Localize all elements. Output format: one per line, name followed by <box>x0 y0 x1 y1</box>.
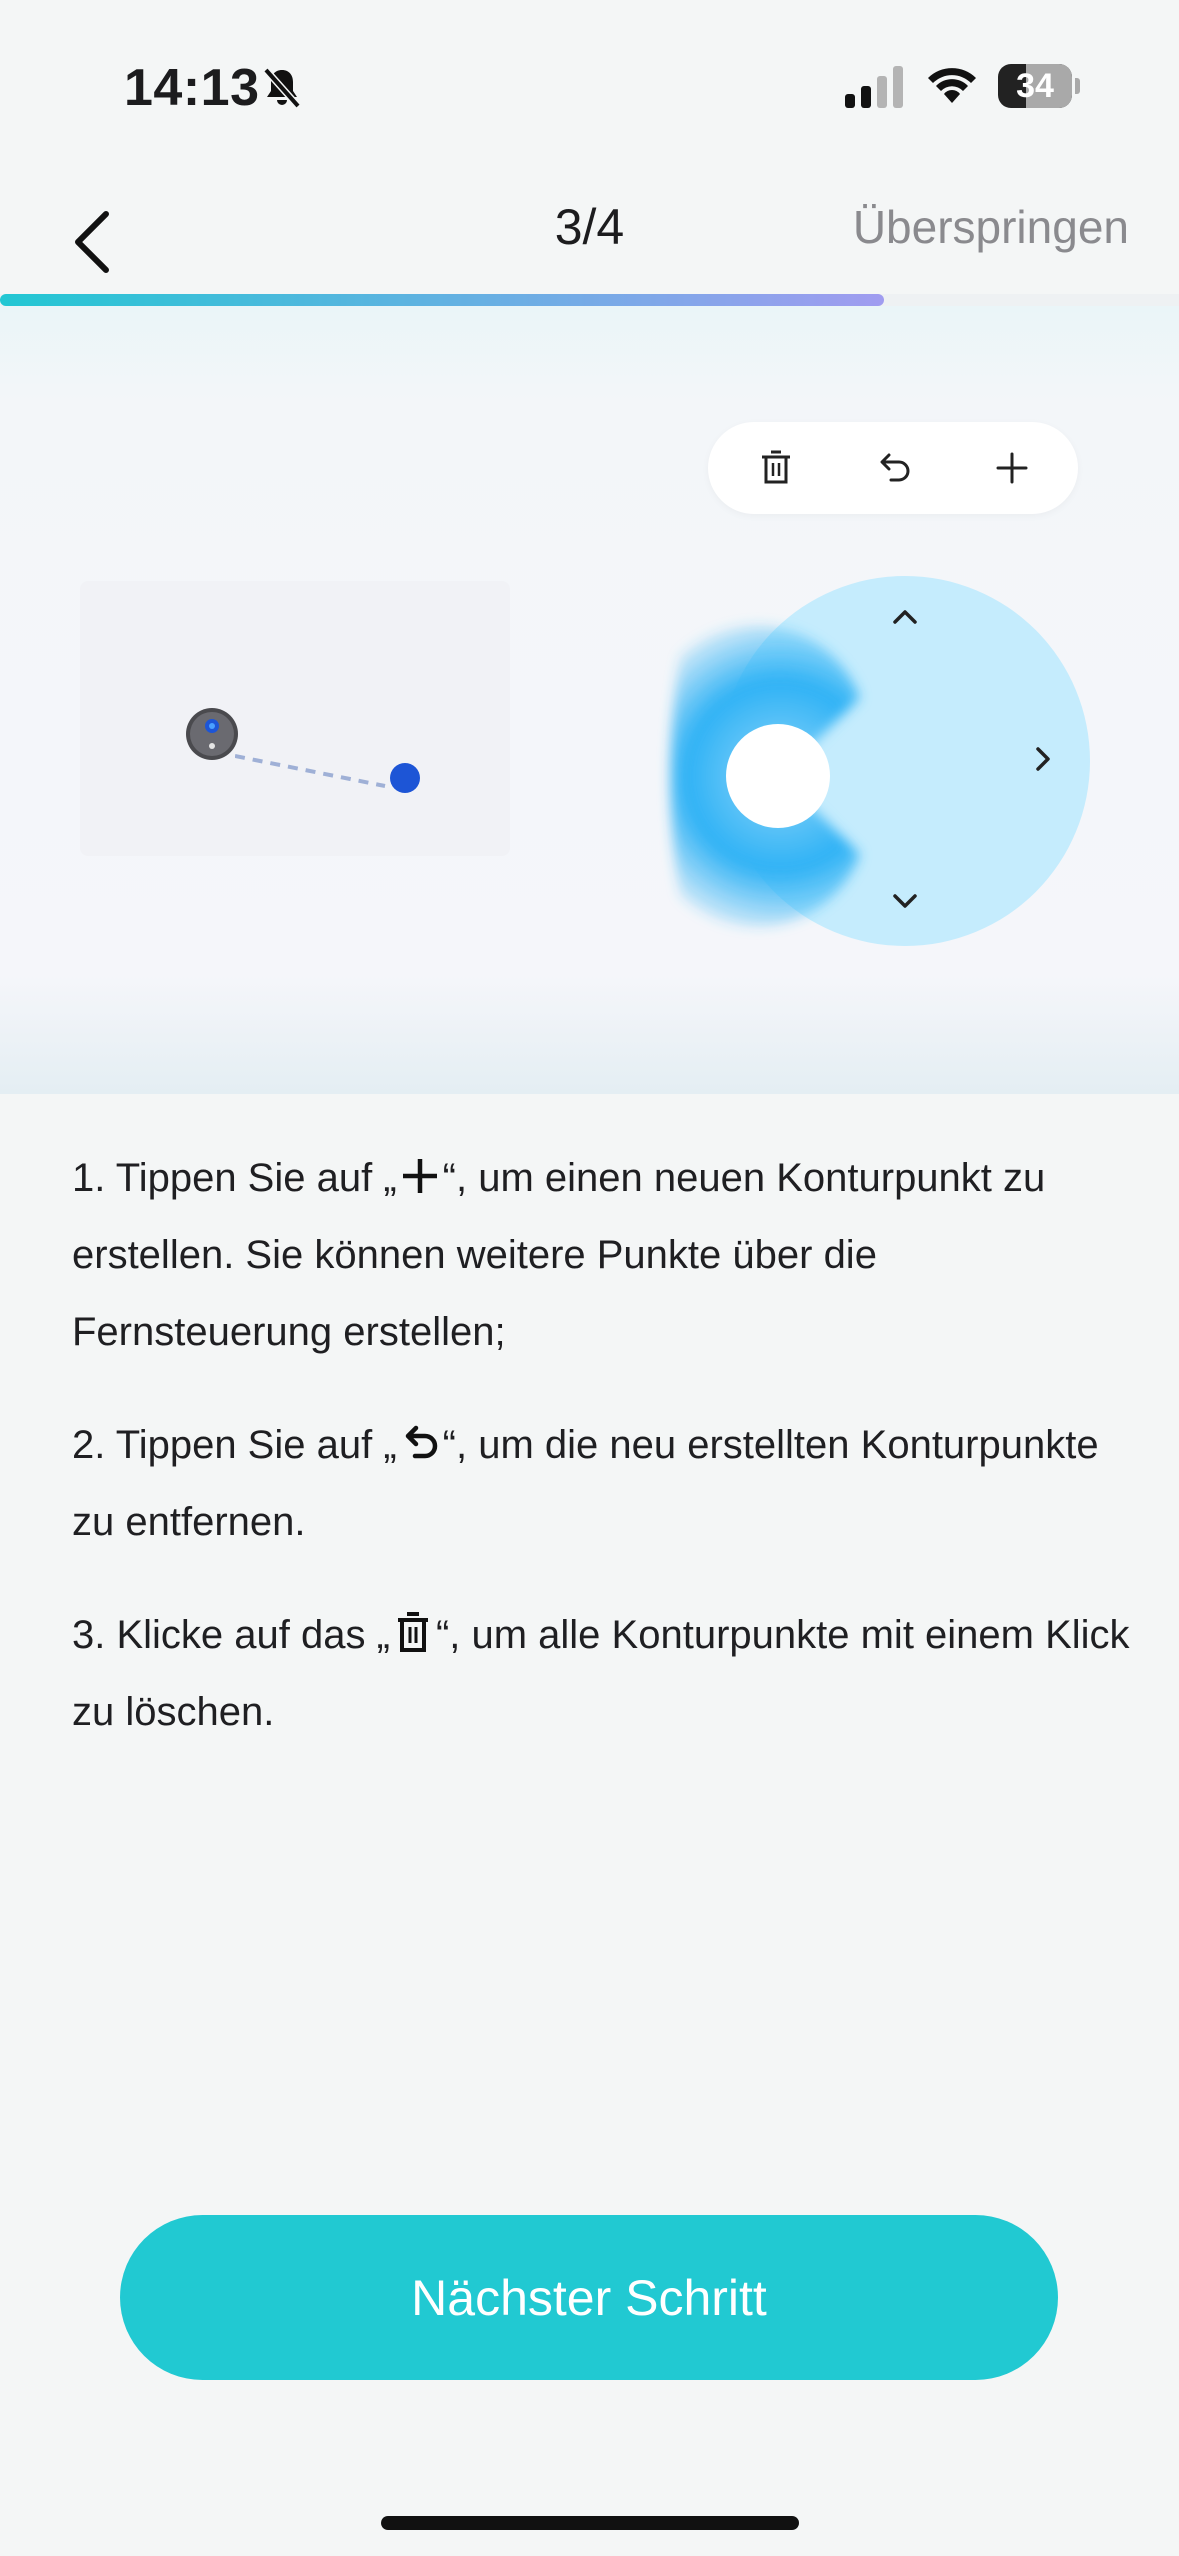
cellular-signal-icon <box>845 66 905 108</box>
step-counter: 3/4 <box>554 199 625 255</box>
instruction-step-3 <box>72 1597 1132 1751</box>
remote-joystick[interactable] <box>650 576 1090 1016</box>
step-1-text-start: 1. Tippen Sie auf „ <box>72 1156 397 1200</box>
plus-icon[interactable] <box>984 440 1040 496</box>
chevron-right-icon[interactable] <box>1022 734 1062 784</box>
instruction-step-2 <box>72 1407 1132 1561</box>
chevron-up-icon[interactable] <box>880 596 930 636</box>
nav-bar <box>0 170 1179 300</box>
joystick-direction-glow <box>650 576 1090 1016</box>
wifi-icon <box>926 64 978 106</box>
step-2-text-end: “, um die neu erstellten Konturpunkte zu entfernen. <box>72 1423 1099 1544</box>
undo-icon <box>397 1420 443 1466</box>
undo-icon[interactable] <box>865 440 921 496</box>
step-2-text-start: 2. Tippen Sie auf „ <box>72 1423 397 1467</box>
bell-muted-icon <box>258 64 306 112</box>
edit-toolbar <box>708 422 1078 514</box>
chevron-down-icon[interactable] <box>880 882 930 922</box>
battery-icon <box>998 64 1080 108</box>
instruction-step-1 <box>72 1140 1132 1371</box>
path-dashed-line <box>235 746 395 796</box>
status-bar <box>0 0 1179 170</box>
instructions <box>72 1140 1132 1787</box>
target-point <box>390 763 420 793</box>
trash-icon <box>390 1610 436 1656</box>
tutorial-illustration <box>0 306 1179 1094</box>
battery-level: 34 <box>1016 67 1054 105</box>
step-3-text-start: 3. Klicke auf das „ <box>72 1613 390 1657</box>
progress-fill <box>0 294 884 306</box>
plus-icon <box>397 1153 443 1199</box>
robot-icon <box>184 706 240 762</box>
status-time: 14:13 <box>124 59 260 117</box>
next-step-button[interactable]: Nächster Schritt <box>120 2215 1058 2380</box>
step-3-text-end: “, um alle Konturpunkte mit einem Klick zu löschen. <box>72 1613 1130 1734</box>
skip-button[interactable]: Überspringen <box>852 201 1129 253</box>
home-indicator <box>381 2516 799 2530</box>
trash-icon[interactable] <box>748 440 804 496</box>
map-preview <box>80 581 510 856</box>
progress-bar <box>0 294 1179 306</box>
step-1-text-end: “, um einen neuen Konturpunkt zu erstellen. Sie können weitere Punkte über die Fernsteuerung erstellen; <box>72 1156 1046 1354</box>
